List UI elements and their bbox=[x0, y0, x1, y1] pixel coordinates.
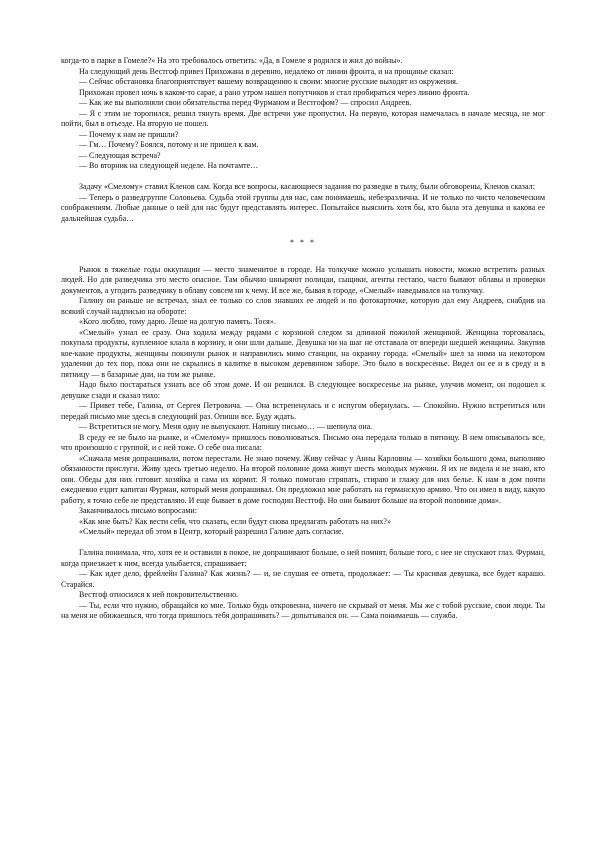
paragraph: Рынок в тяжелые годы оккупации — место знаменитое в городе. На толкучке можно услышать новости, можно встретить разных людей. Но для разведчика это место опасное. Там обычно шныряют полицаи, сыщики, агенты гестапо, часто бывают облавы и проверки документов, а угодить разведчику в облаву совсем ни к чему. И все же, бывая в городе, «Смелый» наведывался на толкучку. bbox=[61, 264, 545, 295]
paragraph: — Гм… Почему? Боялся, потому и не пришел к вам. bbox=[79, 140, 259, 149]
paragraph: — Теперь о разведгруппе Соловьева. Судьба этой группы для нас, сам понимаешь, небезразлична. И не только по чисто человеческим соображениям. Любые данные о ней для нас будут представлять интерес. Попытайся выяснить хотя бы, кто была эта девушка и какова ее дальнейшая судьба… bbox=[61, 192, 545, 223]
paragraph: На следующий день Вестгоф привез Прихожана в деревню, недалеко от линии фронта, и на прощанье сказал: bbox=[79, 66, 454, 76]
paragraph: «Как мне быть? Как вести себя, что сказать, если будут снова предлагать работать на них?» bbox=[79, 516, 391, 526]
paragraph: «Смелый» узнал ее сразу. Она ходила между рядами с корзиной следом за длинной пожилой женщиной. Женщина торговалась, покупала продукты, купленное клала в корзину, и они шли дальше. Девушка ни на шаг не отставала от впереди шедшей женщины. Закупив кое-какие продукты, женщины покинули рынок и направились мимо станции, на окраину города. «Смелый» шел за ними на некотором удалении до тех пор, пока они не скрылись в калитке в высоком деревянном заборе. Это было в воскресенье. Видел он ее и в среду и в пятницу — в базарные дни, на том же рынке. bbox=[61, 327, 545, 379]
paragraph: — Следующая встреча? bbox=[79, 150, 161, 160]
paragraph: — Я с этим не торопился, решил тянуть время. Две встречи уже пропустил. На первую, которая намечалась в начале месяца, не мог пойти, был в отъезде. На вторую не пошел. bbox=[61, 108, 545, 128]
paragraph: — Встретиться не могу. Меня одну не выпускают. Напишу письмо… — шепнула она. bbox=[79, 422, 373, 431]
paragraph: Заканчивалось письмо вопросами: bbox=[79, 506, 197, 515]
paragraph: Надо было постараться узнать все об этом доме. И он решился. В следующее воскресенье на рынке, улучив момент, он подошел к девушке сзади и сказал тихо: bbox=[61, 380, 545, 400]
paragraph: Задачу «Смелому» ставил Кленов сам. Когда все вопросы, касающиеся задания по разведке в тылу, были обговорены, Кленов сказал: bbox=[79, 182, 535, 191]
paragraph: — Как идет дело, фрейлейн Галина? Как жизнь? — и, не слушая ее ответа, продолжает: — Ты красивая девушка, все будет карашо. Старайся. bbox=[61, 569, 545, 589]
paragraph: — Сейчас обстановка благоприятствует вашему возвращению к своим: многие русские выходят из окружения. bbox=[79, 77, 458, 86]
paragraph: «Смелый» передал об этом в Центр, который разрешил Галине дать согласие. bbox=[79, 527, 344, 536]
paragraph: — Ты, если что нужно, обращайся ко мне. Только будь откровенна, ничего не скрывай от меня. Мы же с тобой русские, свои люди. Ты на меня не обижаешься, что тогда пришлось тебя допрашивать? — допытывался он. — Сама понимаешь — служба. bbox=[61, 600, 545, 620]
paragraph: Прихожан провел ночь в каком-то сарае, а рано утром нашел попутчиков и стал пробираться через линию фронта. bbox=[79, 87, 470, 97]
paragraph: В среду ее не было на рынке, и «Смелому» пришлось поволноваться. Письмо она передала только в пятницу. В нем описывалось все, что произошло с группой, и с ней тоже. О себе она писала: bbox=[61, 432, 545, 452]
paragraph: — Почему к нам не пришли? bbox=[79, 129, 179, 139]
document-body bbox=[61, 56, 545, 622]
paragraph: Вестгоф относился к ней покровительственно. bbox=[79, 590, 239, 599]
paragraph: — Во вторник на следующей неделе. На почтамте… bbox=[79, 161, 259, 170]
paragraph: когда-то в парке в Гомеле?» На это требовалось ответить: «Да, в Гомеле я родился и жил до войны». bbox=[61, 56, 403, 65]
section-separator: * * * bbox=[290, 238, 316, 247]
paragraph: — Как же вы выполняли свои обязательства перед Фурманом и Вестгофом? — спросил Андреев. bbox=[79, 98, 412, 107]
paragraph: Галину он раньше не встречал, знал ее только со слов знавших ее людей и по фотокарточке, которую дал ему Андреев, снабдив на всякий случай надписью на обороте: bbox=[61, 296, 545, 316]
paragraph: «Кого люблю, тому дарю. Леше на долгую память. Тося». bbox=[79, 317, 276, 326]
paragraph: «Сначала меня допрашивали, потом перестали. Не знаю почему. Живу сейчас у Анны Карловны — хозяйки большого дома, выполняю обязанности прислуги. Живу здесь третью неделю. На второй половине дома живут шесть молодых мужчин. Я их не видела и не знаю, кто они. Обеды для них готовит хозяйка и сама их кормит. Я только помогаю стряпать, стираю и глажу для них белье. К нам в дом почти ежедневно ездит капитан Фурман, который меня допрашивал. Он предложил мне работать на германскую армию. Что он имел в виду, какую работу, я точно себе не представляю. И еще бывает в доме господин Вестгоф. Но они бывают больше на второй половине дома». bbox=[61, 453, 545, 505]
paragraph: Галина понимала, что, хотя ее и оставили в покое, не допрашивают больше, о ней помнят, больше того, с нее не спускают глаз. Фурман, когда приезжает к ним, всегда улыбается, спрашивает: bbox=[61, 548, 545, 568]
paragraph: — Привет тебе, Галина, от Сергея Петровича. — Она встрепенулась и с испугом обернулась. — Спокойно. Нужно встретиться или передай письмо мне здесь в следующий раз. Опиши все. Буду ждать. bbox=[61, 401, 545, 421]
